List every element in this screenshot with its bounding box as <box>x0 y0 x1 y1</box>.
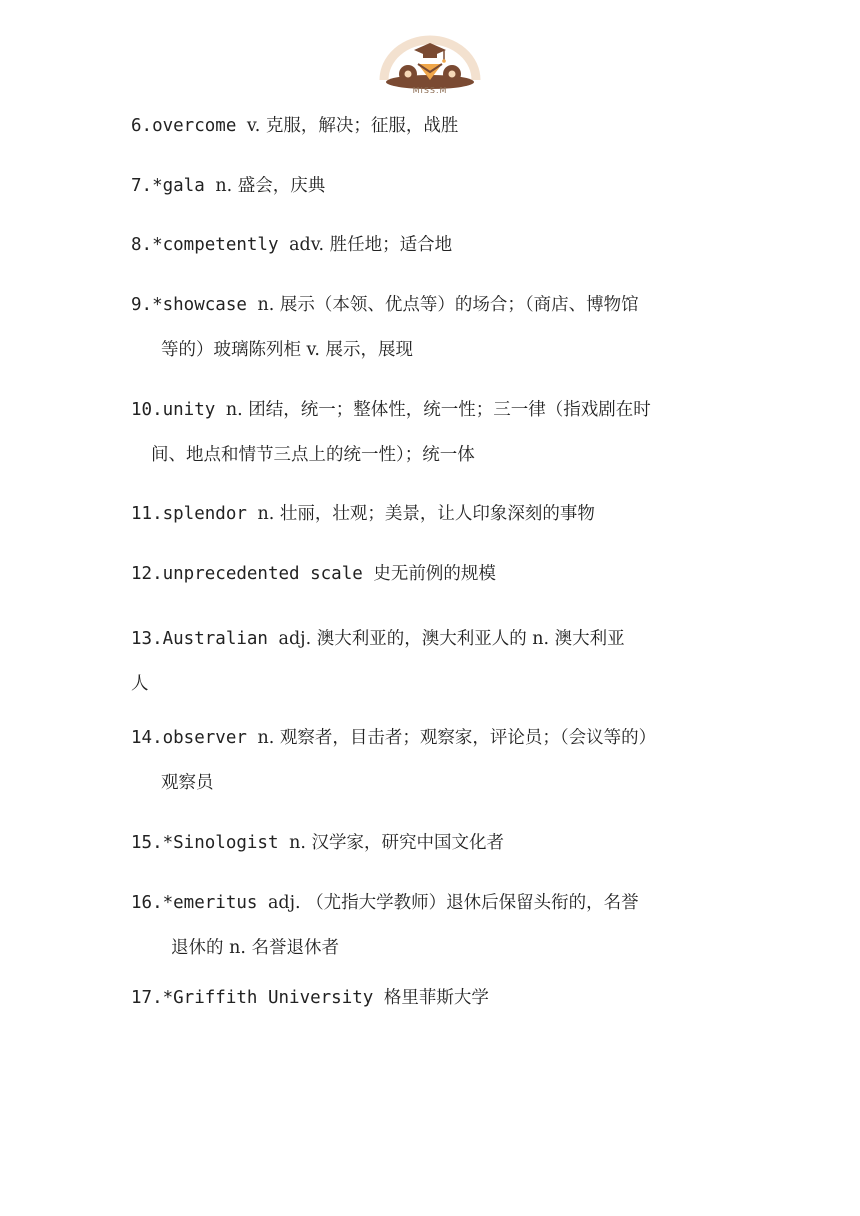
entry-word: *Sinologist <box>162 833 279 853</box>
entry-definition: n. 汉学家，研究中国文化者 <box>289 833 504 853</box>
entry-definition: adv. 胜任地；适合地 <box>289 235 453 255</box>
entry-word: overcome <box>152 116 237 136</box>
entry-number: 8. <box>131 235 153 255</box>
entry-definition: n. 盛会，庆典 <box>215 176 326 196</box>
list-item <box>131 164 731 209</box>
entry-word: unity <box>162 400 216 420</box>
entry-definition: 格里菲斯大学 <box>383 988 489 1008</box>
entry-definition: n. 展示（本领、优点等）的场合；（商店、博物馆 <box>257 295 639 315</box>
list-item <box>131 104 731 149</box>
entry-definition-continued: 观察员 <box>161 773 214 793</box>
list-item <box>131 223 731 268</box>
entry-definition: v. 克服，解决；征服，战胜 <box>246 116 459 136</box>
list-item <box>131 492 731 537</box>
entry-definition-continued: 等的）玻璃陈列柜 v. 展示，展现 <box>161 340 413 360</box>
entry-word: observer <box>162 728 247 748</box>
entry-number: 11. <box>131 504 163 524</box>
list-item <box>131 881 731 971</box>
entry-number: 12. <box>131 564 163 584</box>
list-item <box>131 821 731 866</box>
entry-word: *emeritus <box>162 893 258 913</box>
entry-definition: n. 观察者，目击者；观察家，评论员；（会议等的） <box>257 728 657 748</box>
entry-number: 16. <box>131 893 163 913</box>
entry-word: Australian <box>162 629 268 649</box>
list-item <box>131 552 731 597</box>
list-item <box>131 283 731 373</box>
entry-number: 14. <box>131 728 163 748</box>
list-item <box>131 617 731 707</box>
entry-word: *competently <box>152 235 279 255</box>
entry-definition: n. 团结，统一；整体性，统一性；三一律（指戏剧在时 <box>225 400 651 420</box>
entry-number: 6. <box>131 116 153 136</box>
entry-definition-continued: 退休的 n. 名誉退休者 <box>171 938 339 958</box>
entry-definition: 史无前例的规模 <box>373 564 496 584</box>
entry-word: *Griffith University <box>162 988 374 1008</box>
entry-number: 9. <box>131 295 153 315</box>
entry-word: splendor <box>162 504 247 524</box>
entry-number: 10. <box>131 400 163 420</box>
logo-caption: MISS.M <box>412 86 448 95</box>
entry-definition: adj. （尤指大学教师）退休后保留头衔的，名誉 <box>267 893 639 913</box>
entry-word: *showcase <box>152 295 247 315</box>
list-item <box>131 716 731 806</box>
list-item <box>131 388 731 478</box>
entry-word: *gala <box>152 176 205 196</box>
entry-definition-continued: 人 <box>131 674 149 694</box>
entry-number: 7. <box>131 176 153 196</box>
entry-word: unprecedented scale <box>162 564 363 584</box>
entry-definition-continued: 间、地点和情节三点上的统一性）；统一体 <box>151 445 475 465</box>
entry-number: 15. <box>131 833 163 853</box>
list-item <box>131 976 731 1021</box>
entry-definition: n. 壮丽，壮观；美景，让人印象深刻的事物 <box>257 504 595 524</box>
entry-definition: adj. 澳大利亚的，澳大利亚人的 n. 澳大利亚 <box>278 629 625 649</box>
entry-number: 13. <box>131 629 163 649</box>
entry-number: 17. <box>131 988 163 1008</box>
